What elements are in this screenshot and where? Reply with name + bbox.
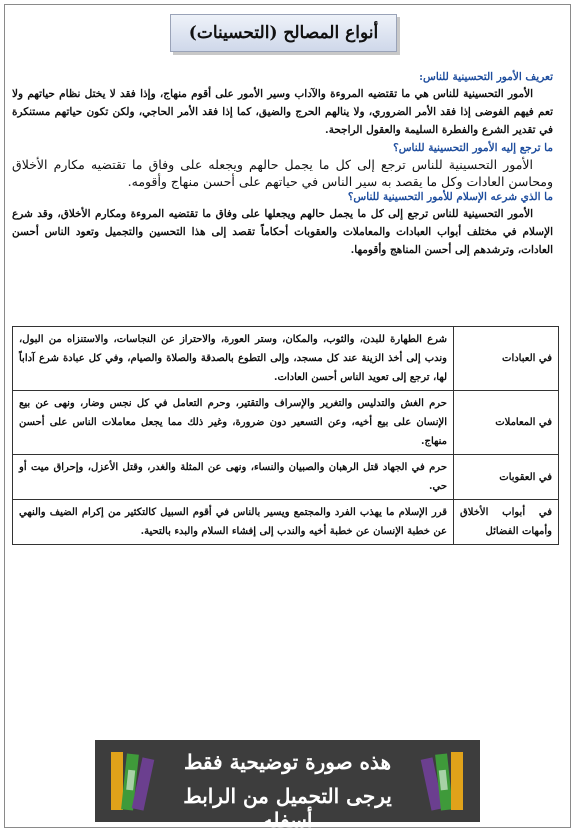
- section-body-returns: الأمور التحسينية للناس ترجع إلى كل ما يجمل حالهم ويجعله على وفاق ما تقتضيه مكارم الأخلاق ومحاسن العادات وكل ما يقصد به سير الناس في حياتهم على أحسن منهاج وأقومه.: [12, 157, 553, 189]
- table-row: [13, 455, 559, 500]
- rule-cell: قرر الإسلام ما يهذب الفرد والمجتمع ويسير بالناس في أقوم السبيل كالتكثير من إكرام الضيف والنهي عن خطبة الإنسان عن خطبة أخيه والندب إلى إفشاء السلام والبدء بالتحية.: [13, 500, 454, 545]
- banner-line-2: يرجى التحميل من الرابط أسفله: [183, 784, 392, 832]
- rule-cell: حرم في الجهاد قتل الرهبان والصبيان والنساء، ونهى عن المثلة والغدر، وقتل الأعزل، وإحراق ميت أو حي.: [13, 455, 454, 500]
- section-body-legislation: الأمور التحسينية للناس ترجع إلى كل ما يجمل حالهم ويجعلها على وفاق ما تقتضيه المروءة ومكارم الأخلاق، وقد شرع الإسلام في مختلف أبواب العبادات والمعاملات والعقوبات أحكاماً تقصد إلى هذا التحسين والتجميل وتعود الناس أحسن العادات، وترشدهم إلى أحسن المناهج وأقومها.: [12, 208, 553, 256]
- table-row: [13, 500, 559, 545]
- content: [12, 70, 553, 259]
- download-notice-banner: [95, 740, 480, 832]
- section-heading-legislation: ما الذي شرعه الإسلام للأمور التحسينية للناس؟: [347, 191, 553, 203]
- area-cell: في المعاملات: [454, 391, 559, 455]
- section-heading-definition: تعريف الأمور التحسينية للناس:: [419, 71, 553, 83]
- banner-line-1: هذه صورة توضيحية فقط: [183, 750, 392, 774]
- section-heading-returns: ما ترجع إليه الأمور التحسينية للناس؟: [393, 142, 553, 154]
- books-icon-left: [101, 746, 155, 816]
- area-cell: في أبواب الأخلاق وأمهات الفضائل: [454, 500, 559, 545]
- table-row: [13, 327, 559, 391]
- books-icon-right: [420, 746, 474, 816]
- section-body-definition: الأمور التحسينية للناس هي ما تقتضيه المروءة والآداب وسير الأمور على أقوم منهاج، وإذا فقد لا يختل نظام حياتهم ولا تعم فيهم الفوضى إذا فقد الأمر الضروري، ولا ينالهم الحرج والضيق، كما إذا فقد الأمر الحاجي، ولكن تكون حياتهم مستنكرة في تقدير الشرع والفطرة السليمة والعقول الراجحة.: [12, 88, 553, 136]
- rulings-table: [12, 326, 559, 545]
- area-cell: في العبادات: [454, 327, 559, 391]
- table-row: [13, 391, 559, 455]
- rule-cell: شرع الطهارة للبدن، والثوب، والمكان، وستر العورة، والاحتراز عن النجاسات، والاستنزاه من البول، وندب إلى أخذ الزينة عند كل مسجد، وإلى التطوع بالصدقة والصلاة والصيام، وفي كل عبادة شرع آداباً لها، ترجع إلى تعويد الناس أحسن العادات.: [13, 327, 454, 391]
- area-cell: في العقوبات: [454, 455, 559, 500]
- page-title: أنواع المصالح (التحسينات): [170, 14, 397, 52]
- rule-cell: حرم الغش والتدليس والتغرير والإسراف والتقتير، وحرم التعامل في كل نجس وضار، ونهى عن بيع الإنسان على بيع أخيه، وعن التسعير دون ضرورة، وغير ذلك مما يجعل معاملات الناس على أحسن منهاج.: [13, 391, 454, 455]
